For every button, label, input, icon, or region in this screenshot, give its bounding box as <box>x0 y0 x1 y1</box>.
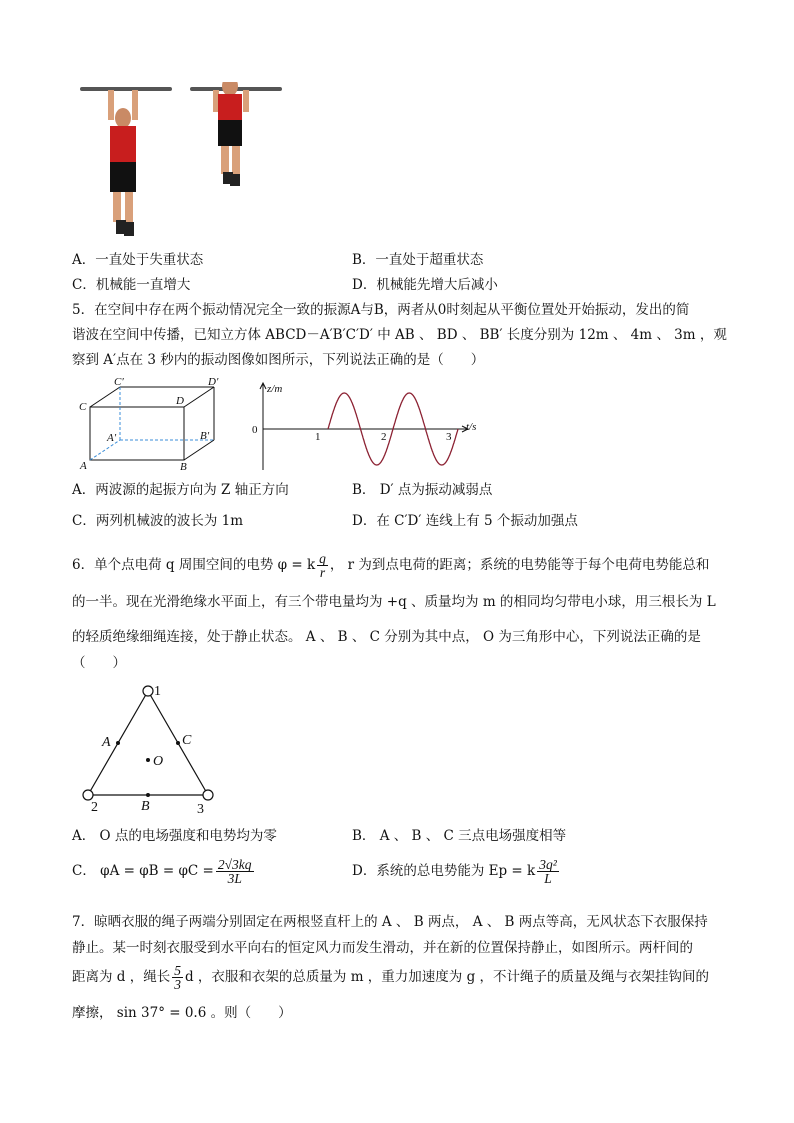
q6-option-a: A． O 点的电场强度和电势均为零 <box>72 828 277 844</box>
triangle-label: B <box>141 799 150 813</box>
frac-den: 3 <box>174 977 181 992</box>
charge-ball-3 <box>203 790 213 800</box>
graph-xlabel: t/s <box>466 421 477 433</box>
q6-option-d <box>352 858 561 885</box>
q5-option-b: B． D′ 点为振动减弱点 <box>352 482 493 498</box>
triangle-label: 1 <box>154 684 161 699</box>
q4-option-b: B．一直处于超重状态 <box>352 252 484 268</box>
q5-stem-line2: 谐波在空间中传播，已知立方体 ABCD－A′B′C′D′ 中 AB 、 BD 、 BB′ 长度分别为 12m 、 4m 、 3m ，观 <box>72 327 727 343</box>
cube-label: D <box>176 395 184 407</box>
frac-num: q <box>319 551 326 566</box>
q7-stem-line3 <box>72 962 722 992</box>
q6-option-d-fraction <box>537 858 559 885</box>
q4-option-c: C．机械能一直增大 <box>72 277 191 293</box>
frac-den: L <box>544 871 552 886</box>
triangle-label: C <box>182 733 192 748</box>
q6-option-c-prefix: C． φA = φB = φC = <box>72 863 214 879</box>
q6-stem-line3: 的轻质绝缘细绳连接，处于静止状态。 A 、 B 、 C 分别为其中点， O 为三角形中心，下列说法正确的是 <box>72 629 701 645</box>
q7-fraction-five-thirds <box>172 964 183 991</box>
q5-option-a: A．两波源的起振方向为 Z 轴正方向 <box>72 482 289 498</box>
q6-stem-line1a: 6．单个点电荷 q 周围空间的电势 φ = k <box>72 557 316 573</box>
q7-stem-line3a: 距离为 d ，绳长 <box>72 969 171 985</box>
frac-num: 2√3kq <box>217 857 252 872</box>
q7-stem-line4: 摩擦， sin 37° = 0.6 。则（ ） <box>72 1005 292 1021</box>
cube-figure <box>74 375 234 475</box>
q4-option-d: D．机械能先增大后减小 <box>352 277 498 293</box>
cube-label: D′ <box>208 376 219 388</box>
graph-tick: 1 <box>315 431 321 443</box>
cube-label: A <box>80 460 87 472</box>
q7-stem-line3b: d ，衣服和衣架的总质量为 m ，重力加速度为 g ，不计绳子的质量及绳与衣架挂钩间的 <box>184 969 710 985</box>
q6-stem-line1b: ， r 为到点电荷的距离；系统的电势能等于每个电荷电势能总和 <box>329 557 710 573</box>
pullup-person-raised <box>190 82 282 186</box>
q4-option-a: A．一直处于失重状态 <box>72 252 204 268</box>
q5-stem-line3: 察到 A′点在 3 秒内的振动图像如图所示，下列说法正确的是（ ） <box>72 352 485 368</box>
pullup-figure <box>78 82 288 242</box>
cube-label: C <box>79 401 87 413</box>
q6-stem-line4: （ ） <box>72 655 126 671</box>
triangle-label: O <box>153 754 164 769</box>
graph-tick: 2 <box>381 431 387 443</box>
triangle-label: A <box>102 735 111 750</box>
q7-stem-line2: 静止。某一时刻衣服受到水平向右的恒定风力而发生滑动，并在新的位置保持静止，如图所示。两杆间的 <box>72 940 693 956</box>
graph-ylabel: z/m <box>267 383 283 395</box>
q5-option-d: D．在 C′D′ 连线上有 5 个振动加强点 <box>352 513 578 529</box>
q6-stem-line1 <box>72 552 722 579</box>
cube-label: B <box>180 461 187 473</box>
graph-origin: 0 <box>252 424 258 436</box>
q6-option-c <box>72 858 256 885</box>
triangle-label: 3 <box>197 802 204 813</box>
charge-ball-1 <box>143 686 153 696</box>
frac-den: 3L <box>227 871 242 886</box>
pullup-person-hanging <box>80 87 172 236</box>
q6-option-c-fraction <box>216 858 254 885</box>
q6-option-d-prefix: D．系统的总电势能为 Ep = k <box>352 863 536 879</box>
cube-label: A′ <box>107 432 117 444</box>
q5-option-c: C．两列机械波的波长为 1m <box>72 513 244 529</box>
q7-stem-line1: 7．晾晒衣服的绳子两端分别固定在两根竖直杆上的 A 、 B 两点， A 、 B 两点等高，无风状态下衣服保持 <box>72 914 708 930</box>
triangle-figure <box>78 683 223 813</box>
frac-num: 5 <box>174 963 181 978</box>
cube-label: B′ <box>200 430 210 442</box>
q6-fraction-q-over-r <box>317 552 328 579</box>
charge-ball-2 <box>83 790 93 800</box>
frac-num: 3q² <box>539 857 557 872</box>
vibration-graph <box>248 378 488 473</box>
q6-stem-line2: 的一半。现在光滑绝缘水平面上，有三个带电量均为 +q 、质量均为 m 的相同均匀带电小球，用三根长为 L <box>72 594 716 610</box>
frac-den: r <box>319 565 326 580</box>
triangle-label: 2 <box>91 800 98 813</box>
q5-stem-line1: 5．在空间中存在两个振动情况完全一致的振源A与B，两者从0时刻起从平衡位置处开始振动，发出的简 <box>72 302 690 318</box>
graph-tick: 3 <box>446 431 452 443</box>
cube-label: C′ <box>114 376 124 388</box>
q6-option-b: B． A 、 B 、 C 三点电场强度相等 <box>352 828 567 844</box>
